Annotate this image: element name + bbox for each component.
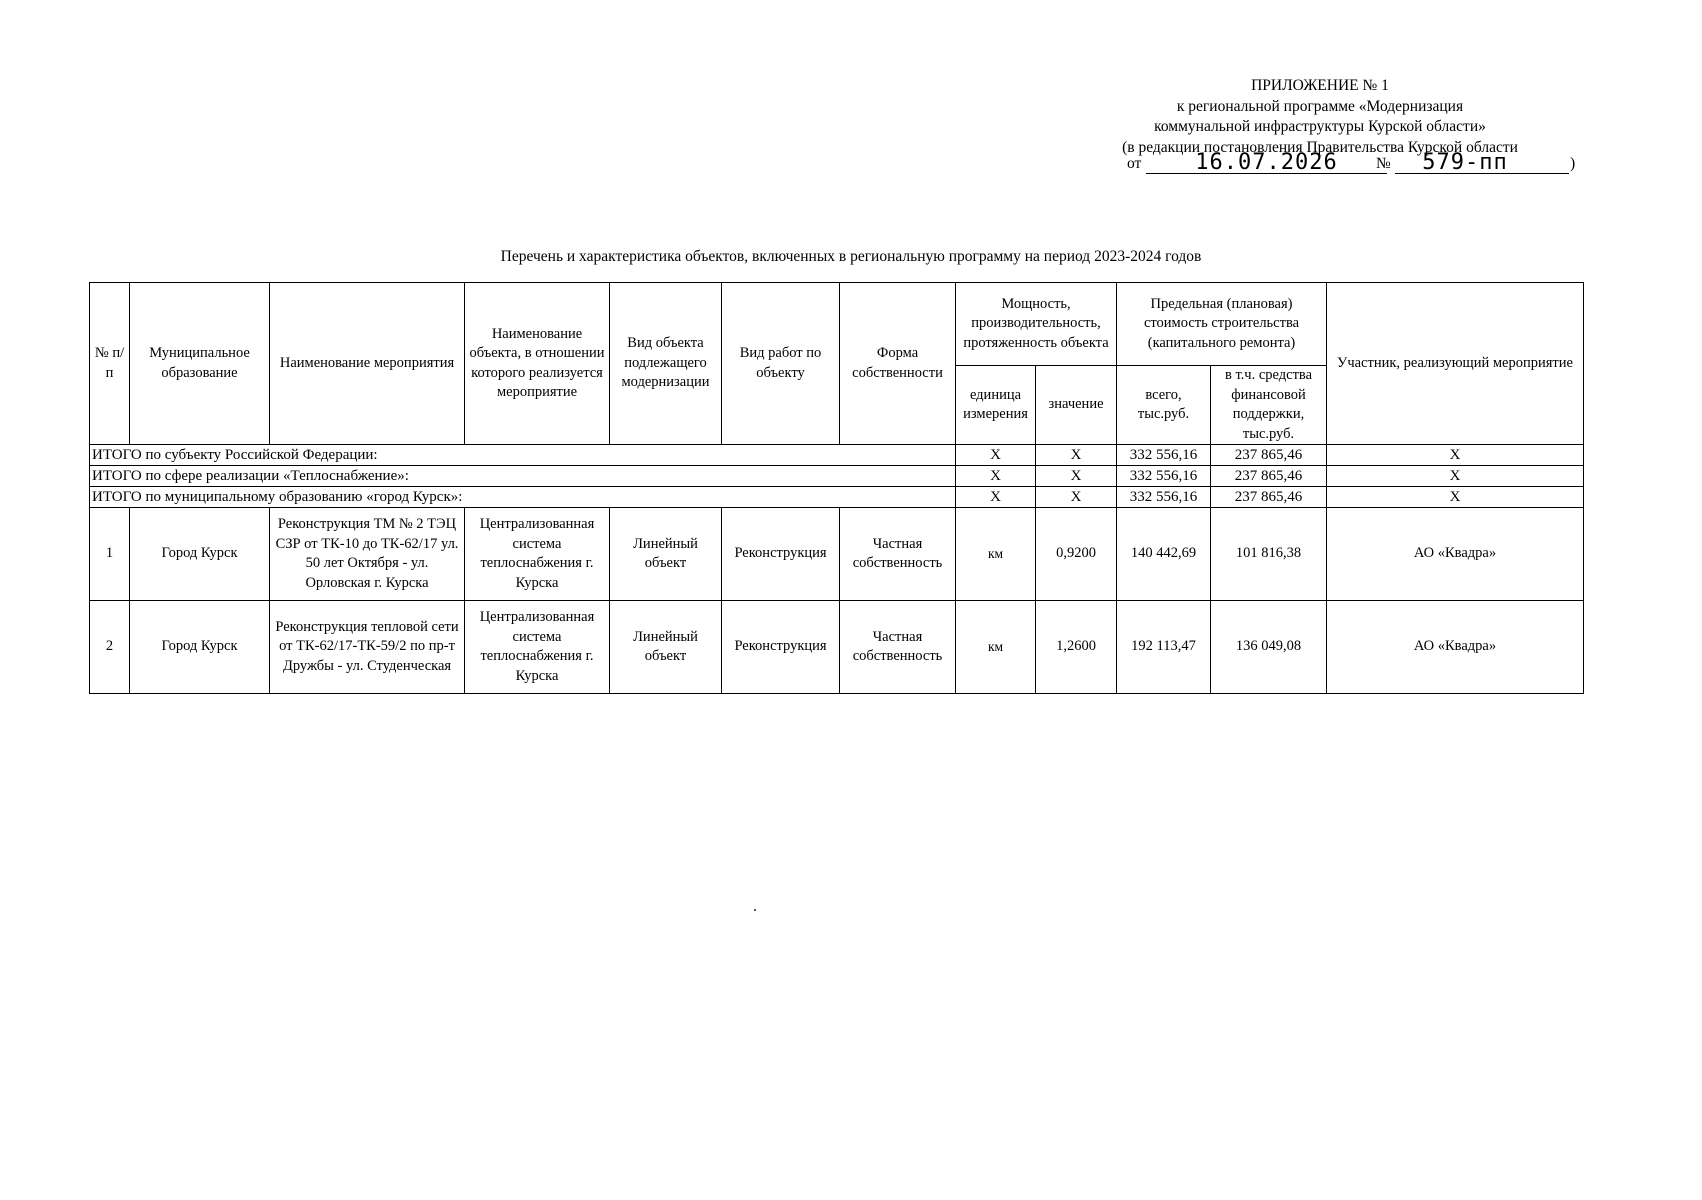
cell-municipality: Город Курск [130, 508, 270, 601]
cell-activity: Реконструкция ТМ № 2 ТЭЦ СЗР от ТК-10 до ТК-62/17 ул. 50 лет Октября - ул. Орловская г. Курска [270, 508, 465, 601]
header-total: всего, тыс.руб. [1117, 366, 1211, 445]
cell-total: 140 442,69 [1117, 508, 1211, 601]
header-support: в т.ч. средства финансовой поддержки, тыс.руб. [1211, 366, 1327, 445]
decree-reference [1127, 151, 1577, 177]
cell-num: 2 [90, 601, 130, 694]
close-paren: ) [1570, 155, 1576, 172]
cell-unit: км [956, 508, 1036, 601]
total-unit: X [956, 466, 1036, 487]
appendix-line: к региональной программе «Модернизация [1176, 97, 1464, 115]
appendix-header [1060, 76, 1580, 158]
total-value: X [1036, 487, 1117, 508]
decree-date: 16.07.2026 [1195, 150, 1338, 175]
number-label: № [1376, 155, 1391, 172]
cell-value: 1,2600 [1036, 601, 1117, 694]
total-value: X [1036, 445, 1117, 466]
header-capacity-group: Мощность, производительность, протяженность объекта [956, 283, 1117, 366]
cell-work-type: Реконструкция [722, 601, 840, 694]
header-participant: Участник, реализующий мероприятие [1327, 283, 1584, 445]
total-cost: 332 556,16 [1117, 445, 1211, 466]
total-participant: X [1327, 487, 1584, 508]
header-value: значение [1036, 366, 1117, 445]
total-row [90, 445, 1584, 466]
total-unit: X [956, 487, 1036, 508]
header-num: № п/п [90, 283, 130, 445]
header-ownership: Форма собственности [840, 283, 956, 445]
header-object-name: Наименование объекта, в отношении которого реализуется мероприятие [465, 283, 610, 445]
total-row [90, 487, 1584, 508]
table-row [90, 601, 1584, 694]
appendix-line: (в редакции постановления Правительства Курской области [1122, 138, 1518, 156]
objects-table [89, 282, 1584, 694]
cell-municipality: Город Курск [130, 601, 270, 694]
from-label: от [1127, 155, 1142, 172]
total-participant: X [1327, 466, 1584, 487]
total-support: 237 865,46 [1211, 487, 1327, 508]
cell-ownership: Частная собственность [840, 601, 956, 694]
appendix-line: ПРИЛОЖЕНИЕ № 1 [1251, 77, 1389, 94]
cell-value: 0,9200 [1036, 508, 1117, 601]
total-cost: 332 556,16 [1117, 466, 1211, 487]
total-label: ИТОГО по субъекту Российской Федерации: [90, 445, 956, 466]
total-label: ИТОГО по сфере реализации «Теплоснабжение»: [90, 466, 956, 487]
cell-object-name: Централизованная система теплоснабжения г. Курска [465, 508, 610, 601]
header-object-type: Вид объекта подлежащего модернизации [610, 283, 722, 445]
header-cost-group: Предельная (плановая) стоимость строительства (капитального ремонта) [1117, 283, 1327, 366]
total-row [90, 466, 1584, 487]
total-participant: X [1327, 445, 1584, 466]
cell-work-type: Реконструкция [722, 508, 840, 601]
total-support: 237 865,46 [1211, 466, 1327, 487]
total-value: X [1036, 466, 1117, 487]
document-title: Перечень и характеристика объектов, включенных в региональную программу на период 2023-2024 годов [500, 248, 1202, 265]
cell-participant: АО «Квадра» [1327, 508, 1584, 601]
cell-ownership: Частная собственность [840, 508, 956, 601]
cell-object-name: Централизованная система теплоснабжения г. Курска [465, 601, 610, 694]
cell-object-type: Линейный объект [610, 601, 722, 694]
cell-support: 136 049,08 [1211, 601, 1327, 694]
cell-activity: Реконструкция тепловой сети от ТК-62/17-ТК-59/2 по пр-т Дружбы - ул. Студенческая [270, 601, 465, 694]
cell-num: 1 [90, 508, 130, 601]
header-unit: единица измерения [956, 366, 1036, 445]
header-municipality: Муниципальное образование [130, 283, 270, 445]
cell-participant: АО «Квадра» [1327, 601, 1584, 694]
total-label: ИТОГО по муниципальному образованию «город Курск»: [90, 487, 956, 508]
decree-number: 579-пп [1422, 150, 1508, 175]
cell-object-type: Линейный объект [610, 508, 722, 601]
scan-speck [754, 909, 756, 911]
cell-support: 101 816,38 [1211, 508, 1327, 601]
cell-unit: км [956, 601, 1036, 694]
appendix-line: коммунальной инфраструктуры Курской области» [1154, 118, 1486, 135]
table-row [90, 508, 1584, 601]
total-unit: X [956, 445, 1036, 466]
total-cost: 332 556,16 [1117, 487, 1211, 508]
total-support: 237 865,46 [1211, 445, 1327, 466]
cell-total: 192 113,47 [1117, 601, 1211, 694]
header-activity: Наименование мероприятия [270, 283, 465, 445]
header-work-type: Вид работ по объекту [722, 283, 840, 445]
